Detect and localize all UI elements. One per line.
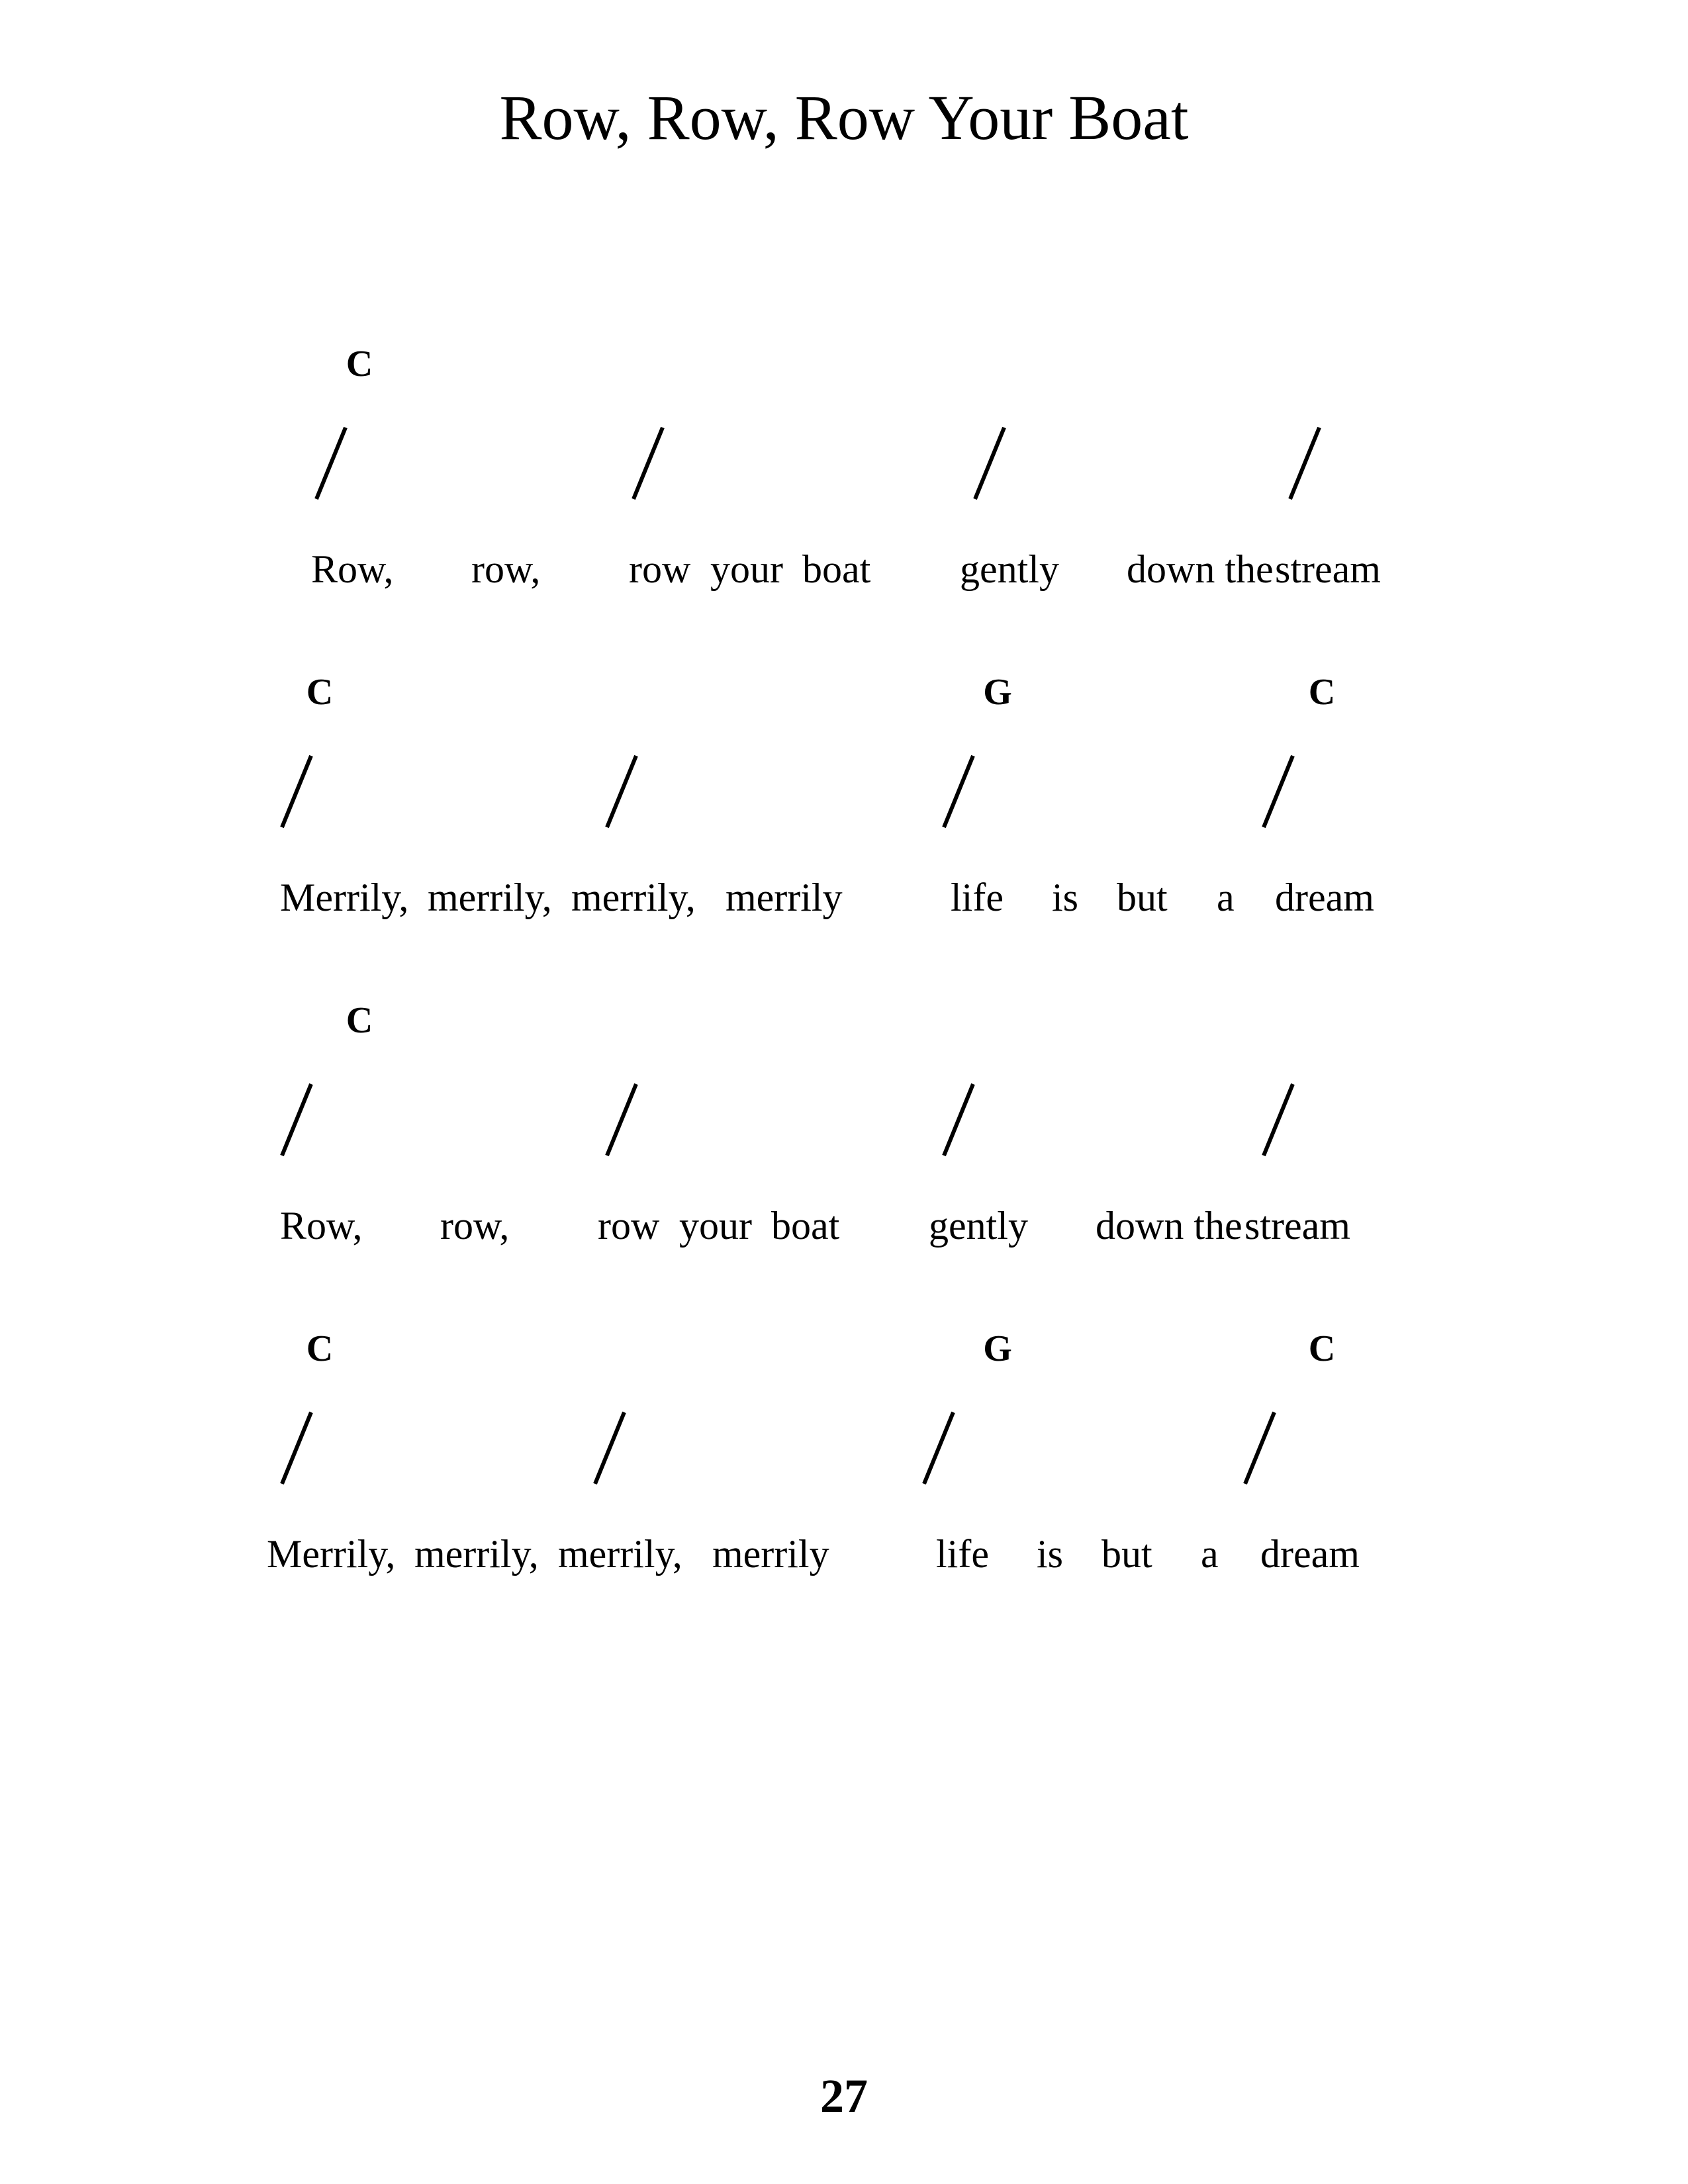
beat-slash bbox=[598, 1080, 645, 1160]
chord-label: C bbox=[346, 1000, 373, 1041]
lyric-word: merrily, bbox=[414, 1532, 539, 1576]
page-number: 27 bbox=[820, 2070, 868, 2122]
chord-label: G bbox=[983, 1328, 1012, 1369]
lyric-word: gently bbox=[960, 547, 1059, 591]
lyric-word: row, bbox=[471, 547, 541, 591]
lyric-word: gently bbox=[929, 1204, 1028, 1248]
lyric-word: boat bbox=[771, 1204, 840, 1248]
beat-slash bbox=[273, 752, 320, 831]
lyric-word: a bbox=[1201, 1532, 1219, 1576]
lyric-word: life bbox=[936, 1532, 989, 1576]
lyric-word: but bbox=[1102, 1532, 1152, 1576]
lyric-word: is bbox=[1037, 1532, 1064, 1576]
lyric-word: boat bbox=[802, 547, 871, 591]
song-title: Row, Row, Row Your Boat bbox=[499, 82, 1189, 153]
lyric-word: a bbox=[1217, 876, 1235, 919]
song-section bbox=[0, 344, 1688, 622]
lyric-word: down the bbox=[1127, 547, 1274, 591]
lyric-word: merrily bbox=[726, 876, 843, 919]
chord-label: C bbox=[1308, 1328, 1336, 1369]
beat-slash bbox=[935, 752, 982, 831]
chord-label: C bbox=[1308, 672, 1336, 713]
chord-label: G bbox=[983, 672, 1012, 713]
lyric-word: row bbox=[598, 1204, 660, 1248]
beat-slash bbox=[624, 424, 672, 503]
lyric-word: merrily, bbox=[571, 876, 696, 919]
beat-slash bbox=[586, 1408, 633, 1488]
beat-slash bbox=[1281, 424, 1329, 503]
chord-label: C bbox=[306, 672, 334, 713]
lyric-word: Row, bbox=[280, 1204, 363, 1248]
lyric-word: stream bbox=[1275, 547, 1381, 591]
beat-slash bbox=[966, 424, 1013, 503]
song-section bbox=[0, 1001, 1688, 1279]
beat-slash bbox=[935, 1080, 982, 1160]
beat-slash bbox=[273, 1408, 320, 1488]
beat-slash bbox=[1236, 1408, 1284, 1488]
lyric-word: merrily, bbox=[428, 876, 552, 919]
lyric-word: dream bbox=[1275, 876, 1374, 919]
beat-slash bbox=[273, 1080, 320, 1160]
lyric-word: row, bbox=[440, 1204, 510, 1248]
lyric-word: row bbox=[629, 547, 691, 591]
lyric-word: merrily bbox=[712, 1532, 829, 1576]
beat-slash bbox=[307, 424, 355, 503]
beat-slash bbox=[1254, 752, 1302, 831]
beat-slash bbox=[915, 1408, 962, 1488]
lyric-word: down the bbox=[1096, 1204, 1243, 1248]
lyric-word: life bbox=[951, 876, 1004, 919]
lyric-word: your bbox=[710, 547, 783, 591]
lyric-word: but bbox=[1117, 876, 1168, 919]
lyric-word: Merrily, bbox=[280, 876, 409, 919]
lyric-word: dream bbox=[1260, 1532, 1360, 1576]
chord-label: C bbox=[346, 343, 373, 385]
lyric-word: your bbox=[679, 1204, 752, 1248]
lyric-word: Row, bbox=[311, 547, 394, 591]
lyric-word: Merrily, bbox=[267, 1532, 396, 1576]
song-section bbox=[0, 672, 1688, 950]
beat-slash bbox=[598, 752, 645, 831]
lyric-word: is bbox=[1052, 876, 1079, 919]
song-section bbox=[0, 1329, 1688, 1607]
lyric-word: merrily, bbox=[558, 1532, 682, 1576]
beat-slash bbox=[1254, 1080, 1302, 1160]
chord-label: C bbox=[306, 1328, 334, 1369]
lyric-word: stream bbox=[1244, 1204, 1350, 1248]
